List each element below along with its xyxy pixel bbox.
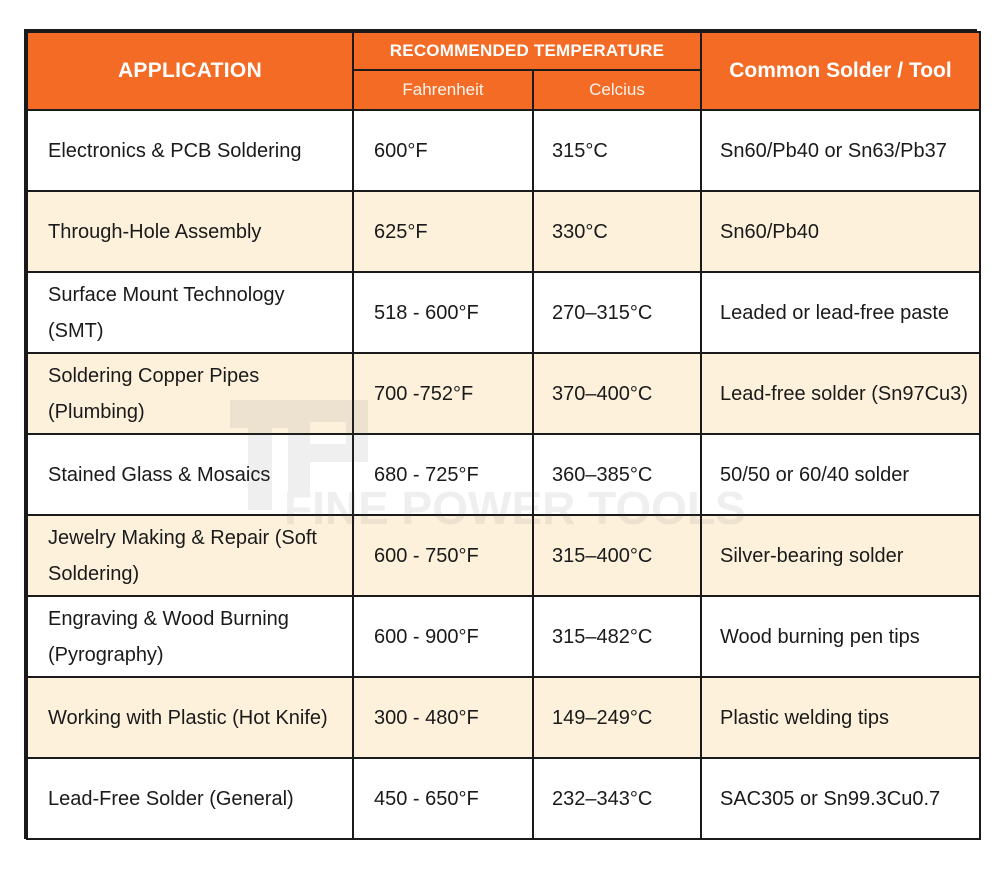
cell-application: Lead-Free Solder (General) bbox=[27, 758, 353, 839]
header-application: APPLICATION bbox=[27, 32, 353, 110]
cell-tool: Plastic welding tips bbox=[701, 677, 980, 758]
cell-fahrenheit: 700 -752°F bbox=[353, 353, 533, 434]
table-row bbox=[27, 596, 980, 677]
cell-fahrenheit: 300 - 480°F bbox=[353, 677, 533, 758]
cell-fahrenheit: 600 - 750°F bbox=[353, 515, 533, 596]
cell-application: Jewelry Making & Repair (Soft Soldering) bbox=[27, 515, 353, 596]
cell-fahrenheit: 680 - 725°F bbox=[353, 434, 533, 515]
table-row bbox=[27, 191, 980, 272]
table-row bbox=[27, 353, 980, 434]
cell-tool: SAC305 or Sn99.3Cu0.7 bbox=[701, 758, 980, 839]
cell-application: Through-Hole Assembly bbox=[27, 191, 353, 272]
cell-tool: 50/50 or 60/40 solder bbox=[701, 434, 980, 515]
cell-fahrenheit: 600 - 900°F bbox=[353, 596, 533, 677]
cell-celcius: 315°C bbox=[533, 110, 701, 191]
cell-celcius: 232–343°C bbox=[533, 758, 701, 839]
cell-fahrenheit: 518 - 600°F bbox=[353, 272, 533, 353]
header-common-tool: Common Solder / Tool bbox=[701, 32, 980, 110]
cell-celcius: 370–400°C bbox=[533, 353, 701, 434]
temperature-table-grid bbox=[26, 31, 981, 840]
cell-application: Surface Mount Technology (SMT) bbox=[27, 272, 353, 353]
cell-celcius: 315–482°C bbox=[533, 596, 701, 677]
header-fahrenheit: Fahrenheit bbox=[353, 70, 533, 110]
cell-celcius: 360–385°C bbox=[533, 434, 701, 515]
cell-application: Stained Glass & Mosaics bbox=[27, 434, 353, 515]
cell-tool: Sn60/Pb40 bbox=[701, 191, 980, 272]
table-row bbox=[27, 272, 980, 353]
table-row bbox=[27, 758, 980, 839]
table-row bbox=[27, 677, 980, 758]
table-row bbox=[27, 110, 980, 191]
cell-tool: Leaded or lead-free paste bbox=[701, 272, 980, 353]
cell-fahrenheit: 450 - 650°F bbox=[353, 758, 533, 839]
cell-celcius: 149–249°C bbox=[533, 677, 701, 758]
table-row bbox=[27, 434, 980, 515]
cell-tool: Silver-bearing solder bbox=[701, 515, 980, 596]
header-recommended-temperature: RECOMMENDED TEMPERATURE bbox=[353, 32, 701, 70]
cell-tool: Sn60/Pb40 or Sn63/Pb37 bbox=[701, 110, 980, 191]
cell-application: Electronics & PCB Soldering bbox=[27, 110, 353, 191]
cell-celcius: 330°C bbox=[533, 191, 701, 272]
cell-application: Engraving & Wood Burning (Pyrography) bbox=[27, 596, 353, 677]
cell-application: Working with Plastic (Hot Knife) bbox=[27, 677, 353, 758]
cell-fahrenheit: 625°F bbox=[353, 191, 533, 272]
cell-application: Soldering Copper Pipes (Plumbing) bbox=[27, 353, 353, 434]
table-row bbox=[27, 515, 980, 596]
cell-tool: Lead-free solder (Sn97Cu3) bbox=[701, 353, 980, 434]
cell-fahrenheit: 600°F bbox=[353, 110, 533, 191]
header-celcius: Celcius bbox=[533, 70, 701, 110]
cell-celcius: 315–400°C bbox=[533, 515, 701, 596]
cell-tool: Wood burning pen tips bbox=[701, 596, 980, 677]
cell-celcius: 270–315°C bbox=[533, 272, 701, 353]
temperature-table bbox=[24, 29, 977, 839]
